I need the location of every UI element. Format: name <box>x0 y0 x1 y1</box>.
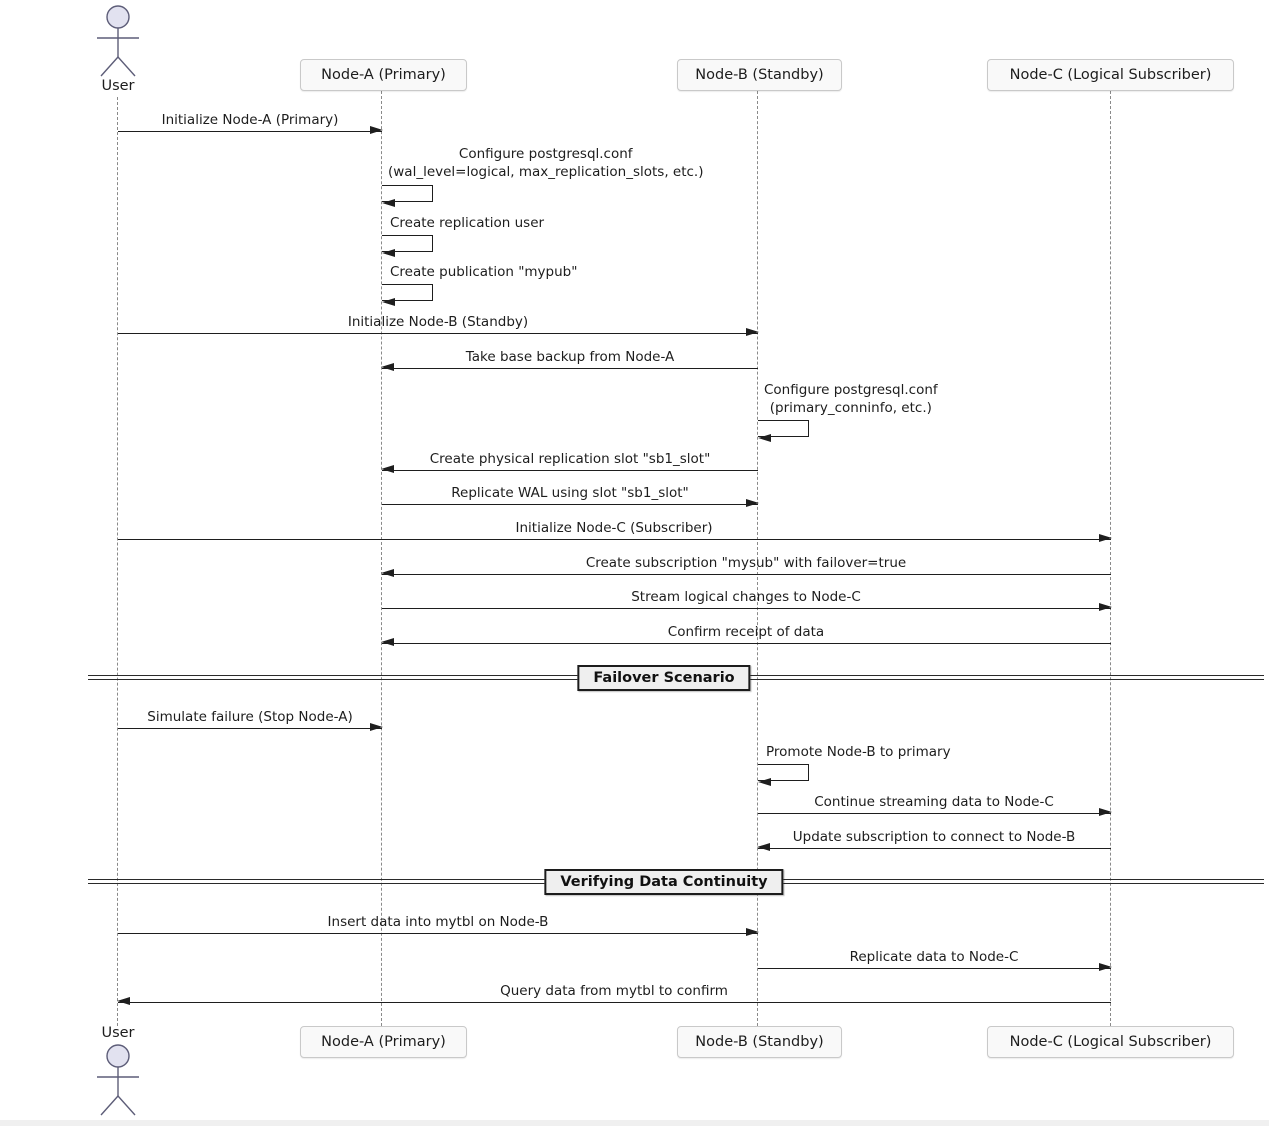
message-label: Initialize Node-A (Primary) <box>161 112 339 128</box>
participant-node-a-label: Node-A (Primary) <box>321 1034 446 1050</box>
lifeline-node-a <box>381 91 382 1026</box>
message-arrow <box>382 574 1111 575</box>
participant-node-b-bottom <box>677 1026 842 1058</box>
message-arrow <box>118 333 758 334</box>
divider-verifying-data-continuity: Verifying Data Continuity <box>544 869 783 895</box>
message-label: Replicate WAL using slot "sb1_slot" <box>451 485 689 501</box>
message-label: Initialize Node-B (Standby) <box>347 314 529 330</box>
participant-node-a-label: Node-A (Primary) <box>321 67 446 83</box>
user-actor-icon <box>88 1044 148 1126</box>
participant-node-b-label: Node-B (Standby) <box>695 67 824 83</box>
message-arrow <box>758 968 1111 969</box>
message-arrow <box>382 504 758 505</box>
message-label: Create physical replication slot "sb1_slot" <box>429 451 711 467</box>
self-message-label: Configure postgresql.conf (wal_level=logical, max_replication_slots, etc.) <box>388 146 704 180</box>
lifeline-node-c <box>1110 91 1111 1026</box>
self-message-arrow <box>382 235 433 252</box>
message-arrow <box>118 539 1111 540</box>
message-arrow <box>118 728 382 729</box>
message-label: Stream logical changes to Node-C <box>631 589 861 605</box>
self-message-arrow <box>758 420 809 437</box>
participant-node-b-top <box>677 59 842 91</box>
message-arrow <box>382 368 758 369</box>
message-arrow <box>118 1002 1111 1003</box>
message-label: Replicate data to Node-C <box>849 949 1019 965</box>
participant-node-c-label: Node-C (Logical Subscriber) <box>1009 1034 1212 1050</box>
message-label: Simulate failure (Stop Node-A) <box>147 709 353 725</box>
message-label: Take base backup from Node-A <box>465 349 675 365</box>
participant-user-top-label: User <box>101 78 135 94</box>
participant-node-a-top <box>300 59 467 91</box>
lifeline-user <box>117 97 118 1026</box>
message-label: Continue streaming data to Node-C <box>814 794 1054 810</box>
message-label: Update subscription to connect to Node-B <box>792 829 1076 845</box>
self-message-label: Create replication user <box>390 215 545 231</box>
participant-node-c-label: Node-C (Logical Subscriber) <box>1009 67 1212 83</box>
self-message-label: Configure postgresql.conf (primary_conninfo, etc.) <box>764 382 938 416</box>
participant-node-b-label: Node-B (Standby) <box>695 1034 824 1050</box>
self-message-arrow <box>382 185 433 202</box>
self-message-label: Create publication "mypub" <box>390 264 578 280</box>
self-message-label: Promote Node-B to primary <box>766 744 951 760</box>
self-message-arrow <box>758 764 809 781</box>
window-edge <box>0 1120 1269 1126</box>
participant-node-c-bottom <box>987 1026 1234 1058</box>
message-arrow <box>118 131 382 132</box>
message-arrow <box>758 813 1111 814</box>
message-label: Confirm receipt of data <box>667 624 825 640</box>
message-arrow <box>118 933 758 934</box>
participant-user-bottom-label: User <box>101 1025 135 1041</box>
message-label: Create subscription "mysub" with failover=true <box>585 555 907 571</box>
participant-node-c-top <box>987 59 1234 91</box>
user-actor-icon <box>88 3 148 79</box>
message-label: Insert data into mytbl on Node-B <box>327 914 549 930</box>
divider-failover-scenario: Failover Scenario <box>577 665 750 691</box>
self-message-arrow <box>382 284 433 301</box>
message-label: Query data from mytbl to confirm <box>500 983 728 999</box>
message-arrow <box>382 608 1111 609</box>
message-arrow <box>758 848 1111 849</box>
participant-node-a-bottom <box>300 1026 467 1058</box>
message-label: Initialize Node-C (Subscriber) <box>515 520 713 536</box>
message-arrow <box>382 470 758 471</box>
message-arrow <box>382 643 1111 644</box>
